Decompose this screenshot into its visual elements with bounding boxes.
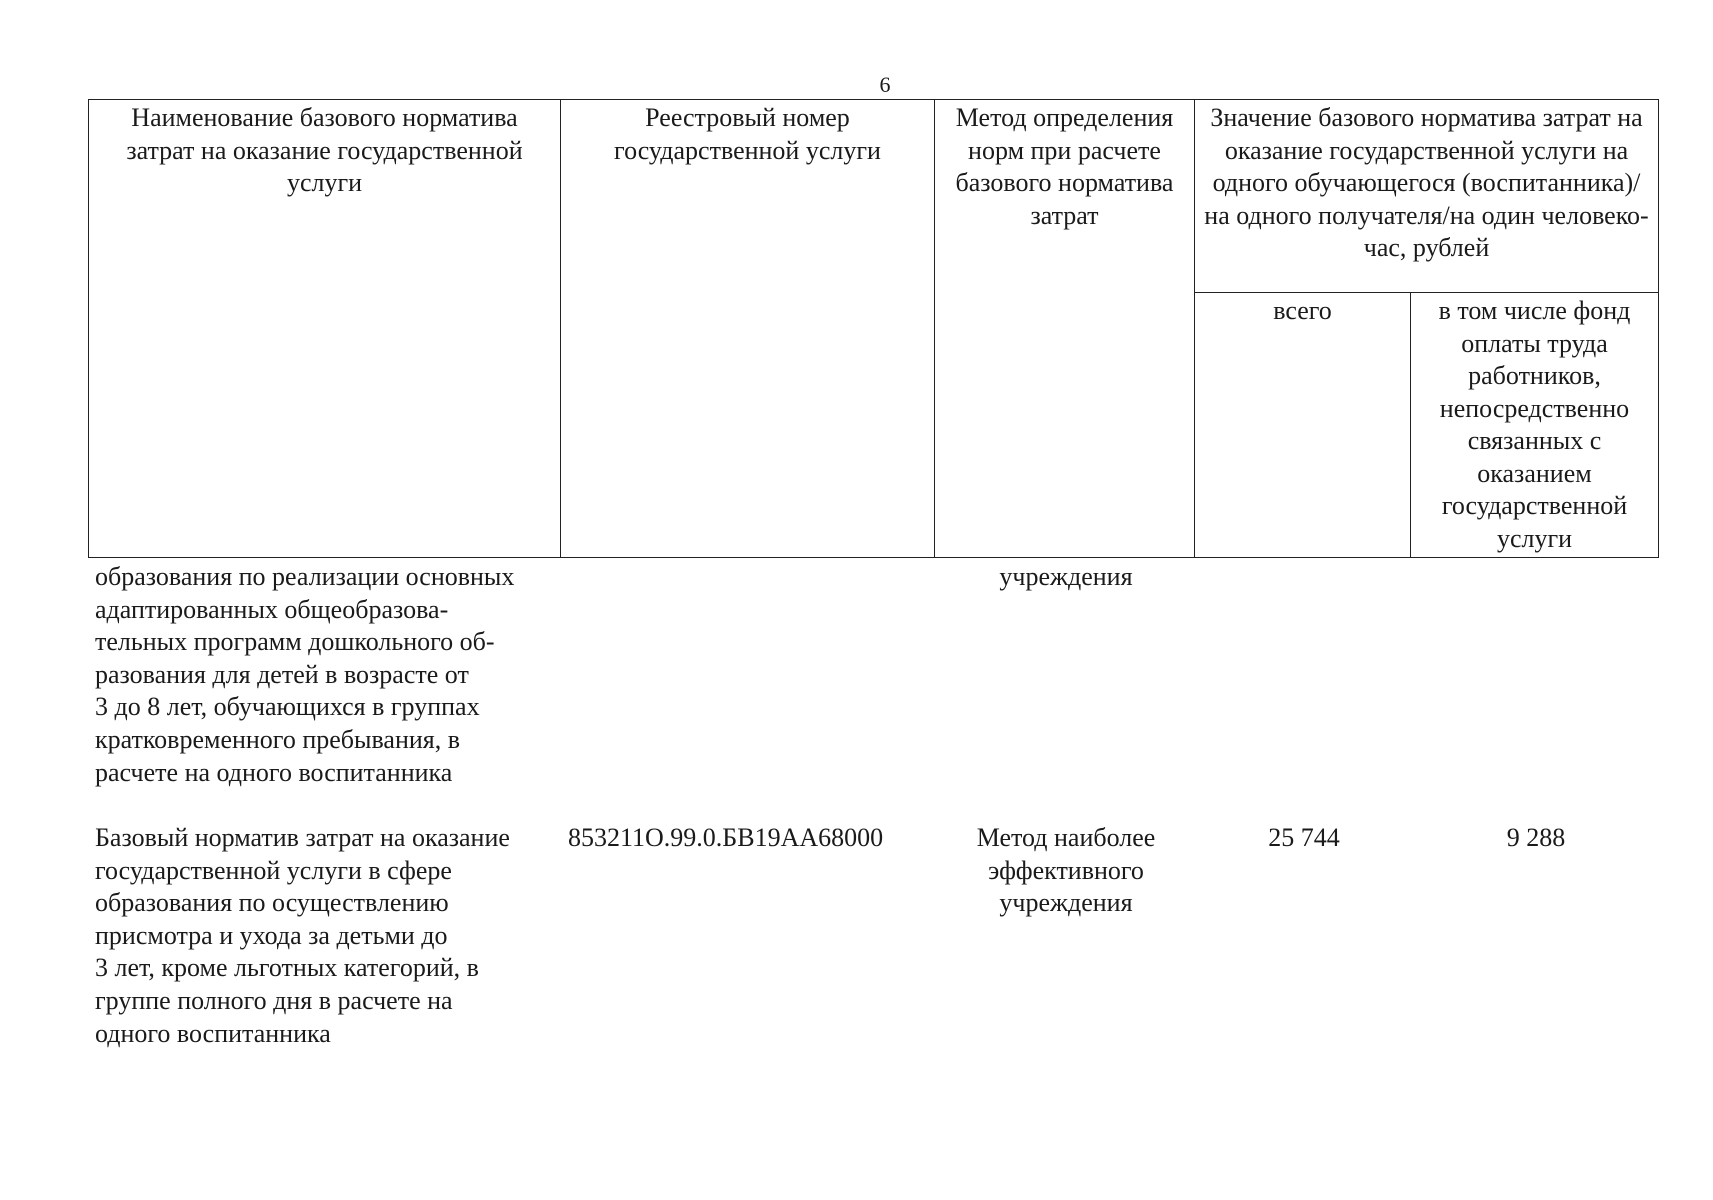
row-registry-number: 853211О.99.0.БВ19АА68000 xyxy=(568,823,884,852)
row-payroll-value: 9 288 xyxy=(1506,823,1566,852)
text-line: образования по осуществлению xyxy=(95,888,449,918)
continuation-method-cell: учреждения xyxy=(999,562,1133,591)
text-line: присмотра и ухода за детьми до xyxy=(95,920,448,950)
page-number: 6 xyxy=(879,72,891,97)
header-value-total: всего xyxy=(1195,293,1411,558)
text-line: адаптированных общеобразова- xyxy=(95,594,449,624)
header-method-column: Метод определения норм при расчете базового норматива затрат xyxy=(935,100,1195,558)
row-method-cell xyxy=(936,822,1196,920)
text-line: учреждения xyxy=(999,888,1133,918)
text-line: тельных программ дошкольного об- xyxy=(95,627,495,657)
text-line: Метод наиболее xyxy=(976,823,1156,852)
row-total-value: 25 744 xyxy=(1268,823,1340,852)
header-value-column: Значение базового норматива затрат на оказание государственной услуги на одного обучающегося (воспитанника)/на одного получателя/на один человеко-час, рублей xyxy=(1195,100,1659,293)
text-line: эффективного xyxy=(988,855,1144,885)
header-registry-column: Реестровый номер государственной услуги xyxy=(561,100,935,558)
text-line: Базовый норматив затрат на оказание xyxy=(95,823,510,852)
table-header xyxy=(88,99,1659,558)
text-line: государственной услуги в сфере xyxy=(95,855,452,885)
text-line: одного воспитанника xyxy=(95,1018,331,1048)
text-line: 3 лет, кроме льготных категорий, в xyxy=(95,953,479,983)
header-value-payroll: в том числе фонд оплаты труда работников, непосредственно связанных с оказанием государственной услуги xyxy=(1411,293,1659,558)
text-line: разования для детей в возрасте от xyxy=(95,659,469,689)
header-name-column: Наименование базового норматива затрат на оказание государственной услуги xyxy=(89,100,561,558)
row-name-cell xyxy=(95,822,554,1050)
continuation-name-cell xyxy=(95,561,554,789)
text-line: кратковременного пребывания, в xyxy=(95,724,461,754)
text-line: образования по реализации основных xyxy=(95,562,515,591)
text-line: расчете на одного воспитанника xyxy=(95,757,453,787)
text-line: группе полного дня в расчете на xyxy=(95,985,453,1015)
text-line: 3 до 8 лет, обучающихся в группах xyxy=(95,692,480,722)
